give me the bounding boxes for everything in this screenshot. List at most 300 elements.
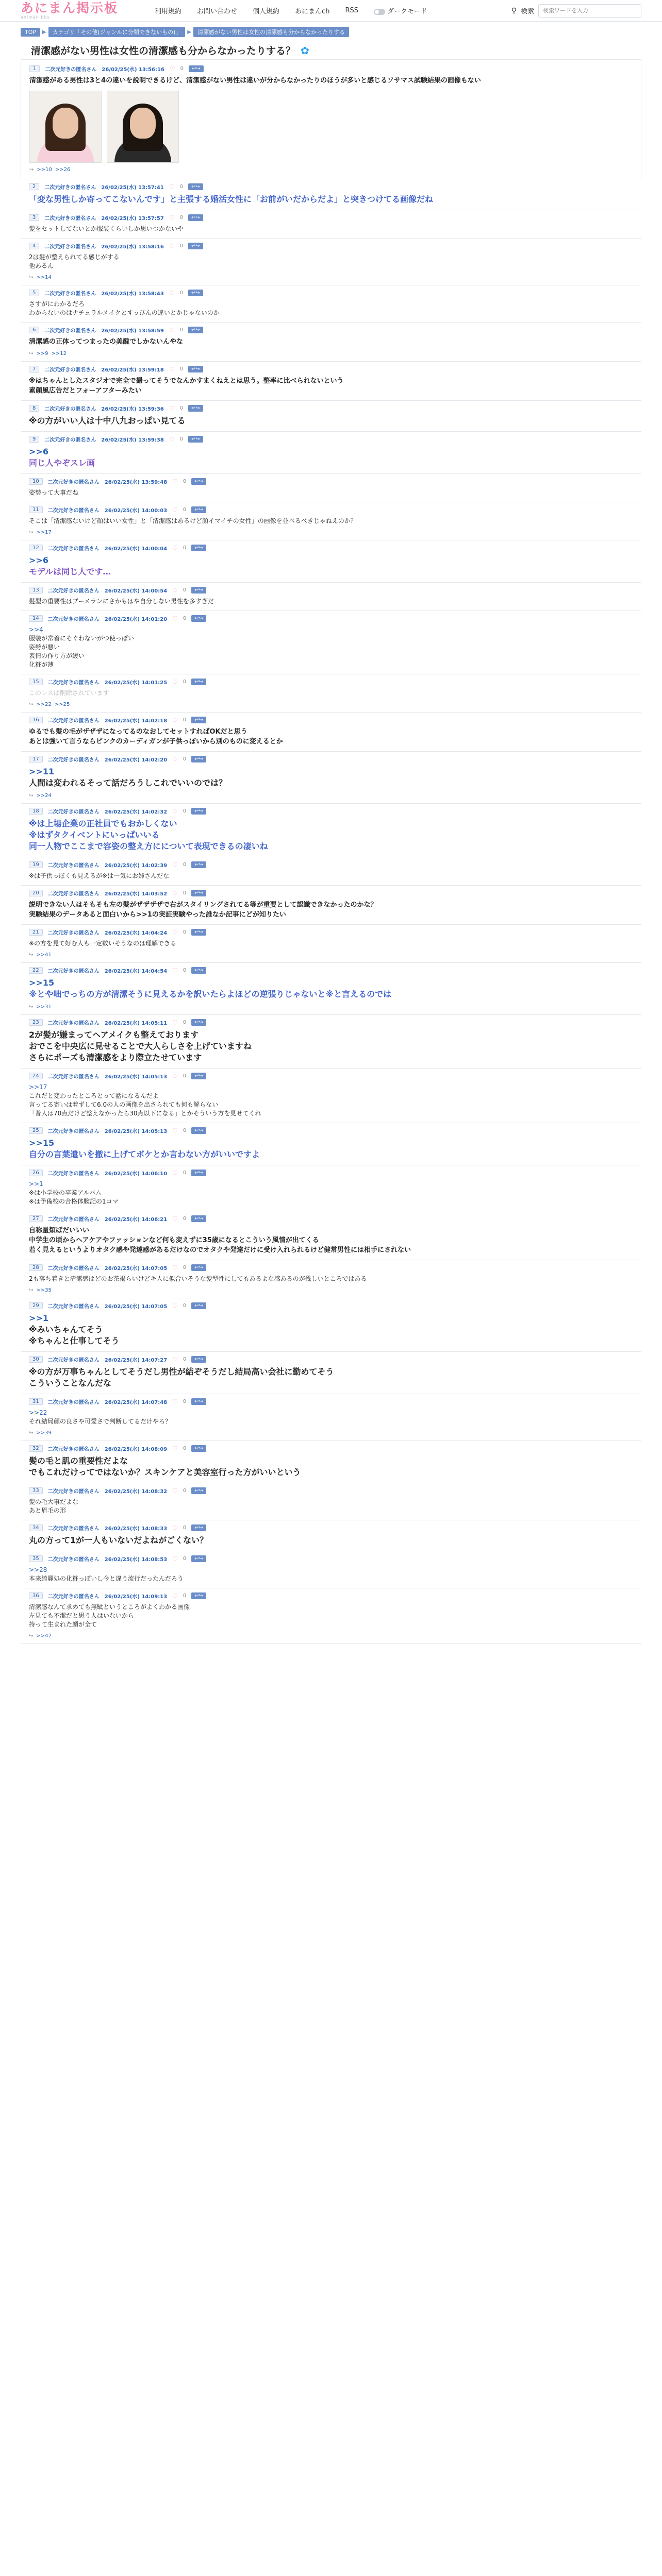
post-image[interactable]	[107, 91, 179, 163]
post-body	[29, 597, 633, 606]
person-photo-icon	[114, 108, 171, 162]
reply-button[interactable]: ↩↪	[191, 1170, 206, 1176]
post-meta	[29, 1445, 633, 1452]
post-item	[21, 1260, 641, 1298]
post-number[interactable]: 10	[29, 478, 43, 485]
nav-privacy[interactable]: 個人規約	[253, 8, 280, 15]
heart-icon[interactable]: ♡	[169, 326, 175, 334]
reply-button[interactable]: ↩↪	[191, 1302, 206, 1309]
post-text-line: 姿勢が悪い	[29, 643, 60, 651]
thread-title-row	[31, 43, 641, 57]
post-body	[29, 1566, 633, 1583]
post-number[interactable]: 13	[29, 587, 43, 594]
post-item	[21, 474, 641, 502]
dark-mode-toggle[interactable]	[374, 6, 427, 15]
post-text-line: でもこれだけってではないか？スキンケアと美容室行った方がいいという	[29, 1467, 301, 1477]
post-text-line: 「普人は70点だけど整えなかったら30点以下になる」とかそういう方を見せてくれ	[29, 1110, 261, 1117]
post-text-line: さらにポーズも清潔感をより際立たせています	[29, 1053, 202, 1062]
post-text-line: 2が髪が嫌まってヘアメイクも整えております	[29, 1030, 199, 1040]
post-item	[21, 925, 641, 963]
poster-name: 二次元好きの匿名さん	[47, 891, 100, 897]
post-number[interactable]: 23	[29, 1019, 43, 1026]
post-meta	[29, 404, 633, 412]
poster-name: 二次元好きの匿名さん	[47, 1021, 100, 1026]
post-item	[21, 1483, 641, 1520]
post-date: 26/02/25(水) 14:06:10	[104, 1171, 168, 1177]
post-number[interactable]: 16	[29, 717, 43, 723]
poster-name: 二次元好きの匿名さん	[47, 1074, 100, 1080]
post-number[interactable]: 7	[29, 366, 39, 372]
reply-link[interactable]: >>17	[36, 530, 52, 535]
reply-button[interactable]: ↩↪	[188, 436, 203, 443]
heart-icon[interactable]: ♡	[172, 1445, 178, 1452]
reply-button[interactable]: ↩↪	[191, 615, 206, 622]
post-meta	[29, 615, 633, 622]
reply-links	[29, 1004, 633, 1010]
post-date: 26/02/25(水) 14:08:53	[104, 1557, 168, 1563]
heart-icon[interactable]: ♡	[172, 615, 178, 622]
post-number[interactable]: 30	[29, 1356, 43, 1363]
post-body	[29, 1275, 633, 1283]
poster-name: 二次元好きの匿名さん	[47, 1526, 100, 1532]
post-text-line: そこは「清潔感ないけど顔はいい女性」と「清潔感はあるけど顔イマイチの女性」の画像を並べるべきじゃねえのか？	[29, 517, 357, 524]
reply-arrow-icon: ↪	[29, 702, 34, 707]
post-meta	[29, 435, 633, 443]
heart-icon[interactable]: ♡	[172, 1169, 178, 1177]
heart-icon[interactable]: ♡	[169, 435, 175, 443]
heart-icon[interactable]: ♡	[172, 1264, 178, 1272]
poster-name: 二次元好きの匿名さん	[44, 291, 96, 297]
post-number[interactable]: 29	[29, 1302, 43, 1309]
like-count: 0	[180, 66, 184, 72]
post-meta	[29, 1398, 633, 1405]
post-text-line: 説明できない人はそもそも左の髪がザザザザで右がスタイリングされてる等が重要として認識できなかったのかな？	[29, 901, 377, 909]
reply-link[interactable]: >>9	[36, 351, 48, 357]
search-area	[511, 4, 641, 18]
reply-arrow-icon: ↪	[29, 1287, 34, 1293]
reply-button[interactable]: ↩↪	[191, 861, 206, 868]
like-count: 0	[179, 405, 183, 411]
post-date: 26/02/25(水) 14:05:11	[104, 1021, 168, 1026]
post-number[interactable]: 5	[29, 290, 39, 296]
reply-button[interactable]: ↩↪	[191, 1073, 206, 1079]
post-number[interactable]: 12	[29, 545, 43, 551]
post-text-line: このレスは削除されています	[29, 689, 109, 697]
reply-button[interactable]: ↩↪	[188, 327, 203, 333]
post-number[interactable]: 25	[29, 1127, 43, 1134]
post-body	[29, 939, 633, 948]
post-date: 26/02/25(水) 13:58:16	[101, 244, 164, 250]
post-date: 26/02/25(水) 13:59:36	[101, 406, 164, 412]
post-list	[21, 59, 641, 1644]
post-number[interactable]: 20	[29, 890, 43, 896]
reply-button[interactable]: ↩↪	[191, 1215, 206, 1222]
reply-links	[29, 530, 633, 535]
breadcrumb-thread[interactable]: 清潔感がない男性は女性の清潔感も分からなかったりする	[193, 27, 349, 37]
reply-button[interactable]: ↩↪	[191, 587, 206, 594]
toggle-switch-icon	[374, 9, 385, 15]
poster-name: 二次元好きの匿名さん	[44, 406, 96, 412]
post-body	[29, 1409, 633, 1426]
post-text-line: 丸の方って1が一人もいないだよねがごくない？	[29, 1535, 208, 1545]
logo-subtext: animan bbs	[21, 15, 50, 20]
nav-animanch[interactable]: あにまんch	[295, 8, 330, 15]
reply-button[interactable]: ↩↪	[191, 967, 206, 974]
heart-icon[interactable]: ♡	[172, 586, 178, 594]
like-count: 0	[183, 890, 187, 896]
reply-button[interactable]: ↩↪	[191, 808, 206, 815]
post-meta	[29, 716, 633, 724]
like-count: 0	[183, 1488, 187, 1494]
heart-icon[interactable]: ♡	[169, 365, 175, 373]
post-item	[21, 502, 641, 540]
nav-terms[interactable]: 利用規約	[155, 8, 182, 15]
reply-button[interactable]: ↩↪	[188, 183, 203, 190]
reply-link[interactable]: >>22	[36, 702, 52, 707]
reply-button[interactable]: ↩↪	[191, 717, 206, 723]
reply-button[interactable]: ↩↪	[188, 214, 203, 221]
post-image[interactable]	[29, 91, 102, 163]
reply-links	[29, 1430, 633, 1436]
heart-icon[interactable]: ♡	[172, 1398, 178, 1405]
post-body	[29, 1180, 633, 1206]
post-text-line: 表情の作り方が緩い	[29, 652, 85, 659]
poster-name: 二次元好きの匿名さん	[47, 1217, 100, 1223]
reply-button[interactable]: ↩↪	[191, 1555, 206, 1562]
post-body	[29, 415, 633, 427]
post-meta	[29, 242, 633, 250]
nav-rss[interactable]: RSS	[345, 7, 358, 14]
post-number[interactable]: 11	[29, 506, 43, 513]
post-body	[29, 1083, 633, 1118]
post-text-line[interactable]: >>6	[29, 447, 48, 456]
post-text-line: 「変な男性しか寄ってこないんです」と主張する婚活女性に「お前がいだからだよ」と突きつけてる画像だね	[29, 194, 434, 204]
heart-icon[interactable]: ♡	[172, 1215, 178, 1223]
poster-name: 二次元好きの匿名さん	[47, 1129, 100, 1134]
post-date: 26/02/25(水) 14:04:24	[104, 930, 168, 936]
heart-icon[interactable]: ♡	[172, 967, 178, 974]
post-meta	[29, 326, 633, 334]
post-text-line: ※は上場企業の正社員でもおかしくない	[29, 819, 177, 828]
post-text-line[interactable]: >>17	[29, 1083, 47, 1091]
search-input[interactable]	[538, 4, 641, 18]
reply-button[interactable]: ↩↪	[191, 1127, 206, 1134]
post-number[interactable]: 18	[29, 808, 43, 815]
heart-icon[interactable]: ♡	[172, 716, 178, 724]
nav-contact[interactable]: お問い合わせ	[197, 8, 238, 15]
post-number[interactable]: 8	[29, 405, 39, 412]
post-item	[21, 1015, 641, 1069]
reply-link[interactable]: >>25	[54, 702, 70, 707]
heart-icon[interactable]: ♡	[169, 214, 175, 222]
reply-link[interactable]: >>24	[36, 793, 52, 799]
post-meta	[29, 755, 633, 763]
poster-name: 二次元好きの匿名さん	[47, 546, 100, 552]
post-number[interactable]: 32	[29, 1445, 43, 1452]
like-count: 0	[183, 717, 187, 723]
post-text-line: 若く見えるというよりオタク感や発達感があるだけなのでオタクや発達だけに受け入れられるけど健常男性には相手にされない	[29, 1246, 411, 1254]
post-number[interactable]: 2	[29, 183, 39, 190]
post-item	[21, 1298, 641, 1352]
reply-button[interactable]: ↩↪	[191, 545, 206, 551]
like-count: 0	[183, 679, 187, 685]
reply-arrow-icon: ↪	[29, 1004, 34, 1010]
post-number[interactable]: 31	[29, 1398, 43, 1405]
reply-link[interactable]: >>42	[36, 1633, 52, 1639]
poster-name: 二次元好きの匿名さん	[47, 809, 100, 815]
reply-link[interactable]: >>31	[36, 1004, 52, 1010]
post-item	[21, 540, 641, 583]
poster-name: 二次元好きの匿名さん	[47, 1400, 100, 1405]
post-body	[29, 977, 633, 1000]
like-count: 0	[183, 929, 187, 935]
poster-name: 二次元好きの匿名さん	[47, 1489, 100, 1495]
post-date: 26/02/25(水) 14:01:25	[104, 680, 168, 686]
like-count: 0	[183, 587, 187, 593]
post-text-line[interactable]: >>15	[29, 1138, 55, 1148]
reply-button[interactable]: ↩↪	[191, 478, 206, 485]
post-body	[29, 1226, 633, 1255]
reply-arrow-icon: ↪	[29, 952, 34, 958]
post-number[interactable]: 3	[29, 214, 39, 221]
post-number[interactable]: 15	[29, 679, 43, 685]
post-number[interactable]: 26	[29, 1170, 43, 1176]
like-count: 0	[183, 1593, 187, 1599]
heart-icon[interactable]: ♡	[169, 242, 175, 250]
post-number[interactable]: 24	[29, 1073, 43, 1079]
post-item	[21, 179, 641, 210]
post-meta	[29, 1302, 633, 1310]
post-meta	[29, 289, 633, 297]
post-images	[29, 91, 633, 163]
post-date: 26/02/25(水) 14:08:33	[104, 1526, 168, 1532]
reply-button[interactable]: ↩↪	[191, 929, 206, 936]
post-item	[21, 1352, 641, 1394]
like-count: 0	[183, 756, 187, 762]
reply-button[interactable]: ↩↪	[191, 1524, 206, 1531]
reply-button[interactable]: ↩↪	[188, 290, 203, 296]
post-number[interactable]: 34	[29, 1524, 43, 1531]
post-date: 26/02/25(水) 14:03:52	[104, 891, 168, 897]
post-number[interactable]: 33	[29, 1487, 43, 1494]
breadcrumb-top[interactable]: TOP	[21, 28, 40, 37]
post-date: 26/02/25(水) 14:02:20	[104, 757, 168, 763]
post-date: 26/02/25(水) 14:00:03	[104, 508, 168, 514]
post-item	[21, 1551, 641, 1588]
post-body	[29, 625, 633, 669]
heart-icon[interactable]: ♡	[172, 1524, 178, 1532]
post-date: 26/02/25(水) 14:04:54	[104, 969, 168, 974]
heart-icon[interactable]: ♡	[172, 1487, 178, 1495]
reply-links	[29, 702, 633, 707]
reply-button[interactable]: ↩↪	[189, 65, 204, 72]
heart-icon[interactable]: ♡	[169, 183, 175, 191]
post-number[interactable]: 27	[29, 1215, 43, 1222]
heart-icon[interactable]: ♡	[172, 928, 178, 936]
poster-name: 二次元好きの匿名さん	[44, 328, 96, 334]
post-text-line[interactable]: >>22	[29, 1409, 47, 1416]
breadcrumb-category[interactable]: カテゴリ「その他(ジャンルに分類できないもの)」	[48, 27, 186, 37]
reply-button[interactable]: ↩↪	[191, 506, 206, 513]
post-date: 26/02/25(水) 13:58:43	[101, 291, 164, 297]
heart-icon[interactable]: ♡	[172, 678, 178, 686]
poster-name: 二次元好きの匿名さん	[47, 1557, 100, 1563]
reply-link[interactable]: >>41	[36, 952, 52, 958]
reply-button[interactable]: ↩↪	[188, 405, 203, 412]
reply-link[interactable]: >>14	[36, 275, 52, 280]
face-shape	[53, 108, 78, 139]
post-item	[21, 1588, 641, 1644]
poster-name: 二次元好きの匿名さん	[47, 480, 100, 485]
like-count: 0	[179, 436, 183, 442]
heart-icon[interactable]: ♡	[172, 1355, 178, 1363]
post-meta	[29, 1524, 633, 1532]
reply-links	[29, 167, 633, 173]
post-item	[21, 752, 641, 804]
reply-button[interactable]: ↩↪	[188, 243, 203, 249]
reply-button[interactable]: ↩↪	[191, 756, 206, 762]
reply-button[interactable]: ↩↪	[188, 366, 203, 372]
post-date: 26/02/25(水) 14:00:04	[104, 546, 168, 552]
post-text-line: 同じ人やぞスレ画	[29, 458, 95, 468]
reply-button[interactable]: ↩↪	[191, 1264, 206, 1271]
heart-icon[interactable]: ♡	[172, 1592, 178, 1600]
heart-icon[interactable]: ♡	[172, 1555, 178, 1563]
post-item	[21, 1123, 641, 1165]
heart-icon[interactable]: ♡	[172, 755, 178, 763]
post-body	[29, 300, 633, 317]
heart-icon[interactable]: ♡	[172, 1072, 178, 1080]
reply-button[interactable]: ↩↪	[191, 1398, 206, 1405]
post-meta	[29, 544, 633, 552]
post-item	[21, 583, 641, 611]
reply-button[interactable]: ↩↪	[191, 1487, 206, 1494]
reply-button[interactable]: ↩↪	[191, 890, 206, 896]
heart-icon[interactable]: ♡	[172, 861, 178, 869]
like-count: 0	[183, 479, 187, 484]
heart-icon[interactable]: ♡	[172, 889, 178, 897]
post-body	[29, 517, 633, 526]
reply-links	[29, 952, 633, 958]
post-body	[29, 225, 633, 233]
reply-button[interactable]: ↩↪	[191, 1445, 206, 1452]
post-number[interactable]: 35	[29, 1555, 43, 1562]
post-text-line: 持って生まれた顔が全て	[29, 1621, 97, 1628]
reply-links	[29, 793, 633, 799]
reply-button[interactable]: ↩↪	[191, 1592, 206, 1599]
heart-icon[interactable]: ♡	[172, 506, 178, 514]
reply-button[interactable]: ↩↪	[191, 1019, 206, 1026]
heart-icon[interactable]: ♡	[172, 807, 178, 815]
post-number[interactable]: 14	[29, 615, 43, 622]
post-number[interactable]: 21	[29, 929, 43, 936]
post-meta	[29, 928, 633, 936]
post-item	[21, 285, 641, 323]
heart-icon[interactable]: ♡	[172, 544, 178, 552]
post-text-line: ※はずタクイベントにいっぱいいる	[29, 830, 160, 840]
twitter-bird-icon[interactable]: ✿	[301, 44, 309, 57]
heart-icon[interactable]: ♡	[172, 1302, 178, 1310]
reply-link[interactable]: >>39	[36, 1430, 52, 1436]
poster-name: 二次元好きの匿名さん	[44, 367, 96, 373]
chevron-right-icon: ▶	[42, 29, 46, 35]
post-date: 26/02/25(水) 14:02:39	[104, 863, 168, 869]
post-meta	[29, 678, 633, 686]
post-number[interactable]: 4	[29, 243, 39, 249]
poster-name: 二次元好きの匿名さん	[47, 930, 100, 936]
post-body	[29, 1029, 633, 1063]
reply-links	[29, 1633, 633, 1639]
post-date: 26/02/25(水) 14:05:13	[104, 1129, 168, 1134]
poster-name: 二次元好きの匿名さん	[45, 67, 97, 73]
post-item	[21, 1211, 641, 1260]
post-text-line: ※は予備校の合格体験記の1コマ	[29, 1198, 119, 1205]
post-number[interactable]: 6	[29, 327, 39, 333]
heart-icon[interactable]: ♡	[172, 478, 178, 485]
post-item	[21, 1165, 641, 1211]
post-body	[29, 1455, 633, 1478]
post-number[interactable]: 19	[29, 861, 43, 868]
post-text-line[interactable]: >>1	[29, 1313, 48, 1323]
post-text-line: 素顔風広告だとフォーアフターみたい	[29, 387, 142, 395]
heart-icon[interactable]: ♡	[169, 65, 175, 73]
post-date: 26/02/25(水) 14:07:48	[104, 1400, 168, 1405]
post-date: 26/02/25(水) 13:58:59	[101, 328, 164, 334]
poster-name: 二次元好きの匿名さん	[47, 757, 100, 763]
post-text-line[interactable]: >>6	[29, 555, 48, 565]
post-number[interactable]: 36	[29, 1592, 43, 1599]
site-logo[interactable]	[21, 2, 134, 20]
post-meta	[29, 861, 633, 869]
post-number[interactable]: 17	[29, 756, 43, 762]
poster-name: 二次元好きの匿名さん	[47, 1266, 100, 1272]
search-icon: ⚲	[511, 6, 517, 15]
reply-link[interactable]: >>26	[55, 167, 71, 173]
post-text-line[interactable]: >>28	[29, 1566, 47, 1573]
post-number[interactable]: 28	[29, 1264, 43, 1271]
post-item	[21, 611, 641, 674]
heart-icon[interactable]: ♡	[169, 404, 175, 412]
post-text-line[interactable]: >>1	[29, 1180, 43, 1188]
like-count: 0	[183, 1170, 187, 1176]
post-item	[21, 59, 641, 179]
post-text-line[interactable]: >>15	[29, 978, 55, 988]
thread-title: 清潔感がない男性は女性の清潔感も分からなかったりする？	[31, 45, 296, 57]
post-text-line[interactable]: >>4	[29, 626, 43, 633]
heart-icon[interactable]: ♡	[172, 1127, 178, 1134]
poster-name: 二次元好きの匿名さん	[47, 1304, 100, 1310]
post-text-line[interactable]: >>11	[29, 767, 55, 776]
reply-button[interactable]: ↩↪	[191, 679, 206, 685]
post-number[interactable]: 9	[29, 436, 39, 443]
reply-link[interactable]: >>12	[51, 351, 67, 357]
like-count: 0	[183, 1073, 187, 1079]
post-body	[29, 376, 633, 396]
post-item	[21, 857, 641, 886]
heart-icon[interactable]: ♡	[169, 289, 175, 297]
post-number[interactable]: 1	[29, 65, 40, 72]
reply-link[interactable]: >>10	[37, 167, 52, 173]
post-text-line: 同一人物でここまで容姿の整え方にについて表現できるの凄いね	[29, 841, 268, 851]
post-number[interactable]: 22	[29, 967, 43, 974]
reply-link[interactable]: >>35	[36, 1287, 52, 1293]
post-item	[21, 804, 641, 857]
reply-button[interactable]: ↩↪	[191, 1356, 206, 1363]
face-shape	[130, 108, 156, 139]
post-item	[21, 210, 641, 239]
heart-icon[interactable]: ♡	[172, 1019, 178, 1026]
post-meta	[29, 1127, 633, 1134]
